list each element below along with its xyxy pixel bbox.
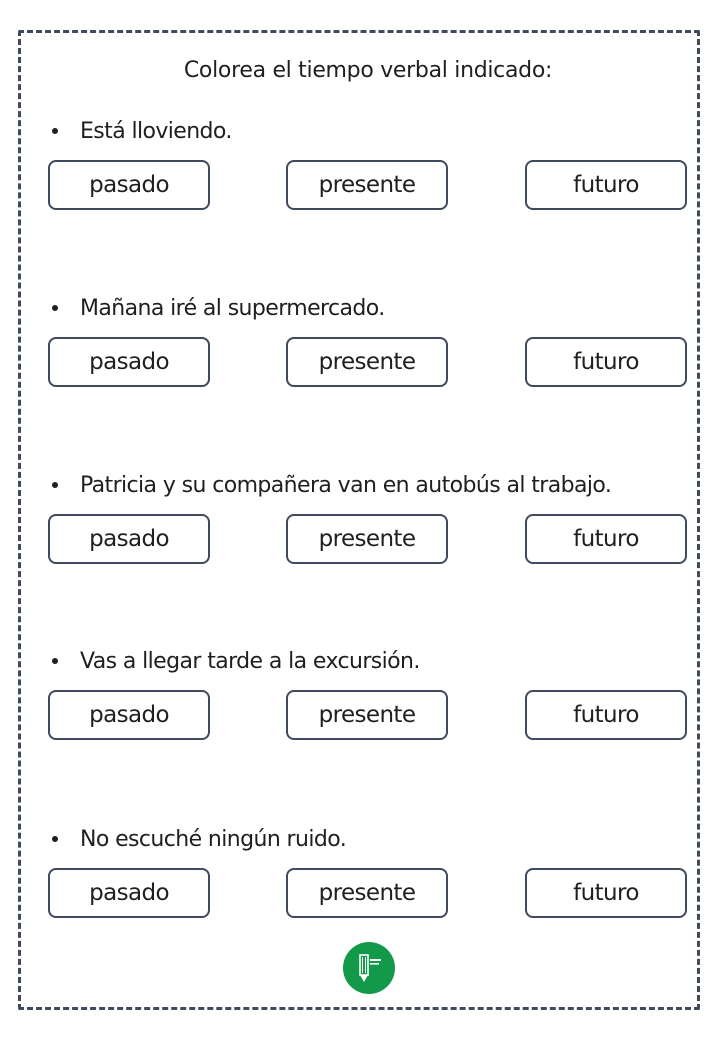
exercise-sentence	[50, 116, 232, 146]
option-pasado[interactable]: pasado	[48, 690, 210, 740]
sentence-text: No escuché ningún ruido.	[80, 826, 347, 852]
logo	[343, 942, 395, 994]
option-pasado[interactable]: pasado	[48, 514, 210, 564]
bullet-icon	[52, 128, 58, 134]
option-futuro[interactable]: futuro	[525, 160, 687, 210]
option-futuro[interactable]: futuro	[525, 514, 687, 564]
option-futuro[interactable]: futuro	[525, 690, 687, 740]
bullet-icon	[52, 658, 58, 664]
sentence-text: Está lloviendo.	[80, 118, 232, 144]
option-futuro[interactable]: futuro	[525, 337, 687, 387]
option-presente[interactable]: presente	[286, 337, 448, 387]
option-pasado[interactable]: pasado	[48, 868, 210, 918]
bullet-icon	[52, 305, 58, 311]
exercise-sentence	[50, 470, 611, 500]
option-presente[interactable]: presente	[286, 690, 448, 740]
bullet-icon	[52, 836, 58, 842]
option-pasado[interactable]: pasado	[48, 337, 210, 387]
exercise-sentence	[50, 824, 346, 854]
sentence-text: Patricia y su compañera van en autobús al trabajo.	[80, 472, 612, 498]
option-futuro[interactable]: futuro	[525, 868, 687, 918]
exercise-sentence	[50, 293, 385, 323]
option-pasado[interactable]: pasado	[48, 160, 210, 210]
option-presente[interactable]: presente	[286, 868, 448, 918]
sentence-text: Mañana iré al supermercado.	[80, 295, 385, 321]
option-presente[interactable]: presente	[286, 160, 448, 210]
exercise-sentence	[50, 646, 420, 676]
option-presente[interactable]: presente	[286, 514, 448, 564]
pencil-icon	[354, 951, 384, 985]
worksheet-instruction: Colorea el tiempo verbal indicado:	[183, 58, 553, 83]
bullet-icon	[52, 482, 58, 488]
sentence-text: Vas a llegar tarde a la excursión.	[80, 648, 420, 674]
